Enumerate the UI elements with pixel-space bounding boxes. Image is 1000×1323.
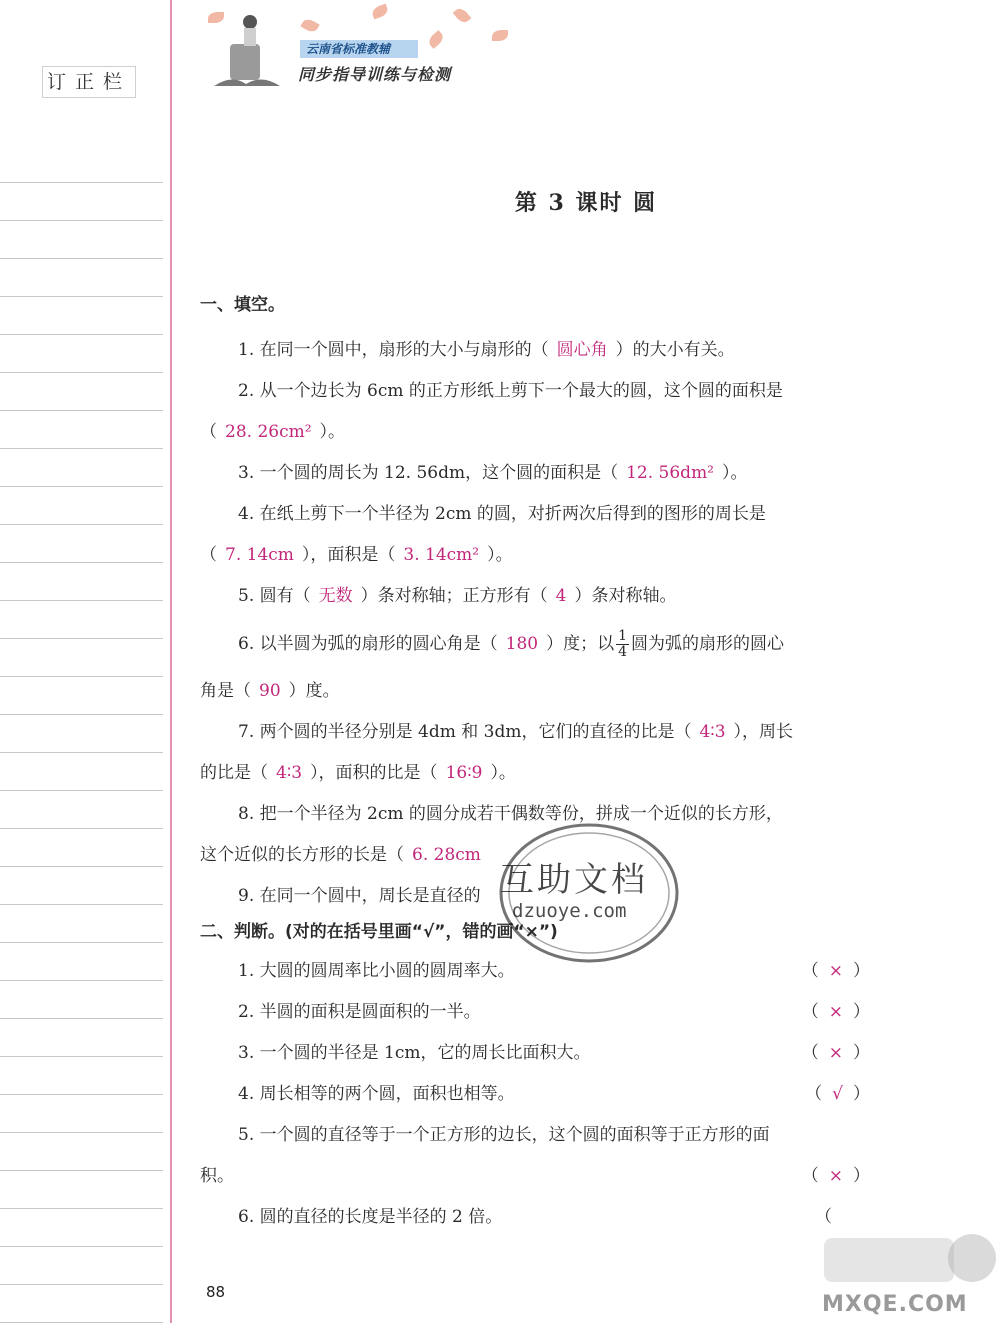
correction-column-label: 订正栏 <box>42 66 136 98</box>
ruled-lines <box>0 182 163 1323</box>
judge-answer: （ <box>815 1207 832 1227</box>
question-8-cont: 这个近似的长方形的长是（ 6. 28cm <box>200 835 872 876</box>
answer: 4∶3 <box>276 763 303 783</box>
answer: 12. 56dm² <box>626 463 714 483</box>
question-3: 3. 一个圆的周长为 12. 56dm，这个圆的面积是（ 12. 56dm² ）。 <box>238 463 748 483</box>
question-1: 1. 在同一个圆中，扇形的大小与扇形的（ 圆心角 ）的大小有关。 <box>238 340 735 360</box>
watermark-text: 互助文档 <box>500 860 648 900</box>
answer: 6. 28cm <box>412 845 481 865</box>
fraction-one-quarter: $\frac{1}{4}$ <box>618 628 627 660</box>
answer: 3. 14cm² <box>403 545 480 565</box>
book-header <box>192 0 522 100</box>
judge-item-5: 5. 一个圆的直径等于一个正方形的边长，这个圆的面积等于正方形的面 <box>238 1125 770 1145</box>
answer: 4∶3 <box>699 722 726 742</box>
judge-item-2: 2. 半圆的面积是圆面积的一半。 （ × ） <box>200 992 872 1033</box>
answer: 4 <box>555 586 567 606</box>
question-8: 8. 把一个半径为 2cm 的圆分成若干偶数等份，拼成一个近似的长方形， <box>238 804 783 824</box>
judge-item-3: 3. 一个圆的半径是 1cm，它的周长比面积大。 （ × ） <box>200 1033 872 1074</box>
judge-item-5-cont: 积。 （ × ） <box>200 1156 872 1197</box>
question-6-cont: 角是（ 90 ）度。 <box>200 681 340 701</box>
question-4-cont: （ 7. 14cm ），面积是（ 3. 14cm² ）。 <box>200 545 513 565</box>
lesson-title: 第 3 课时 圆 <box>514 190 658 216</box>
section-fill-blank-heading: 一、填空。 <box>200 295 285 315</box>
answer: 90 <box>259 681 281 701</box>
reading-child-illustration <box>212 8 282 88</box>
corner-watermark-text: MXQE.COM <box>822 1292 968 1317</box>
answer: 无数 <box>318 586 353 606</box>
judge-answer: （ √ ） <box>805 1084 870 1104</box>
answer: 7. 14cm <box>225 545 294 565</box>
watermark-url: dzuoye.com <box>512 900 627 922</box>
question-7: 7. 两个圆的半径分别是 4dm 和 3dm，它们的直径的比是（ 4∶3 ），周长 <box>238 722 794 742</box>
question-5: 5. 圆有（ 无数 ）条对称轴；正方形有（ 4 ）条对称轴。 <box>238 586 677 606</box>
judge-answer: （ × ） <box>801 1043 870 1063</box>
question-7-cont: 的比是（ 4∶3 ），面积的比是（ 16∶9 ）。 <box>200 763 516 783</box>
question-9: 9. 在同一个圆中，周长是直径的 <box>238 886 481 906</box>
section-true-false-heading: 二、判断。(对的在括号里画“√”，错的画“×”) <box>200 922 558 942</box>
answer: 16∶9 <box>445 763 483 783</box>
question-2-cont: （ 28. 26cm² ）。 <box>200 422 346 442</box>
brand-tag: 云南省标准教辅 <box>300 40 418 58</box>
question-2: 2. 从一个边长为 6cm 的正方形纸上剪下一个最大的圆，这个圆的面积是 <box>238 381 783 401</box>
page-number: 88 <box>206 1283 226 1301</box>
judge-answer: （ × ） <box>801 961 870 981</box>
answer: 圆心角 <box>556 340 608 360</box>
book-subtitle: 同步指导训练与检测 <box>298 65 452 84</box>
question-6: 6. 以半圆为弧的扇形的圆心角是（ 180 ）度；以 $\frac{1}{4}$ 圆为弧的扇形的圆心 <box>238 628 784 660</box>
answer: 180 <box>505 634 539 654</box>
answer: 28. 26cm² <box>225 422 312 442</box>
judge-item-1: 1. 大圆的圆周率比小圆的圆周率大。 （ × ） <box>200 951 872 992</box>
judge-answer: （ × ） <box>801 1166 870 1186</box>
question-4: 4. 在纸上剪下一个半径为 2cm 的圆，对折两次后得到的图形的周长是 <box>238 504 766 524</box>
worksheet-content <box>200 290 872 1238</box>
judge-item-6: 6. 圆的直径的长度是半径的 2 倍。 （ <box>200 1197 872 1238</box>
judge-answer: （ × ） <box>801 1002 870 1022</box>
judge-item-4: 4. 周长相等的两个圆，面积也相等。 （ √ ） <box>200 1074 872 1115</box>
